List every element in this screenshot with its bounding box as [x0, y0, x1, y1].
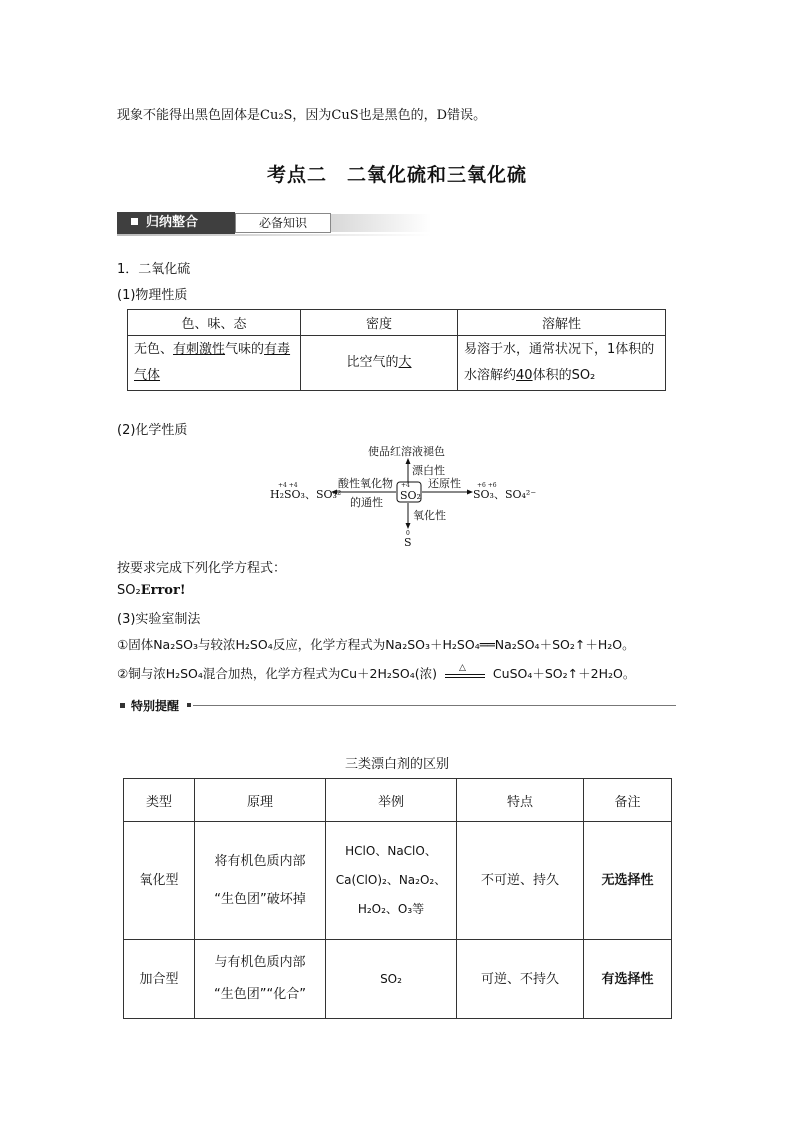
error-line: SO₂Error! [117, 583, 186, 598]
cell-feature: 可逆、不持久 [457, 940, 584, 1019]
heat-condition: △ [445, 673, 485, 678]
diagram-top-label: 使品红溶液褪色 [368, 445, 445, 458]
so2-property-diagram [260, 442, 540, 550]
header-density: 密度 [301, 310, 458, 336]
cell-principle: 将有机色质内部 “生色团”破坏掉 [195, 822, 326, 940]
cell-note: 有选择性 [584, 940, 672, 1019]
left-ox: +4 +4 [278, 482, 298, 489]
heading-so2: 1．二氧化硫 [117, 262, 191, 277]
diagram-bottom-label: 氧化性 [413, 509, 446, 522]
cell-density: 比空气的大 [301, 336, 458, 391]
cell-feature: 不可逆、持久 [457, 822, 584, 940]
cell-example: SO₂ [326, 940, 457, 1019]
physical-properties-table [127, 309, 666, 391]
right-species: SO₃、SO₄²⁻ [473, 488, 537, 501]
band-dark-label: 归纳整合 [117, 212, 235, 234]
table-row [124, 822, 672, 940]
cell-type: 加合型 [124, 940, 195, 1019]
header-solubility: 溶解性 [458, 310, 666, 336]
sub-lab-method: (3)实验室制法 [117, 612, 201, 627]
tip-rule [193, 705, 676, 706]
cell-principle: 与有机色质内部 “生色团”“化合” [195, 940, 326, 1019]
bottom-ox: 0 [406, 530, 410, 537]
section-band [117, 212, 431, 234]
special-tip-bar: 特别提醒 [117, 697, 676, 713]
cell-color: 无色、有刺激性气味的有毒气体 [128, 336, 301, 391]
section-title: 考点二 二氧化硫和三氧化硫 [266, 164, 527, 186]
band-rule [117, 234, 431, 236]
right-ox: +6 +6 [477, 482, 497, 489]
diagram-bleach-label: 漂白性 [412, 464, 445, 477]
method-1: ①固体Na₂SO₃与较浓H₂SO₄反应，化学方程式为Na₂SO₃＋H₂SO₄══Na₂SO₄＋SO₂↑＋H₂O。 [117, 637, 635, 652]
band-light-label: 必备知识 [235, 213, 331, 233]
header-principle: 原理 [195, 779, 326, 822]
sub-chemical: (2)化学性质 [117, 423, 188, 438]
cell-example: HClO、NaClO、 Ca(ClO)₂、Na₂O₂、 H₂O₂、O₃等 [326, 822, 457, 940]
cell-solubility: 易溶于水，通常状况下，1体积的水溶解约40体积的SO₂ [458, 336, 666, 391]
diagram-right-label: 还原性 [428, 477, 461, 490]
table-row [124, 940, 672, 1019]
center-ox: +4 [401, 482, 410, 489]
header-type: 类型 [124, 779, 195, 822]
square-icon [187, 703, 191, 707]
square-icon [120, 703, 125, 708]
diagram-left-label-2: 的通性 [350, 496, 383, 509]
cell-type: 氧化型 [124, 822, 195, 940]
cell-note: 无选择性 [584, 822, 672, 940]
bottom-species: S [404, 536, 412, 549]
method-2: ②铜与浓H₂SO₄混合加热，化学方程式为Cu＋2H₂SO₄(浓) △ CuSO₄＋SO₂↑＋2H₂O。 [117, 663, 636, 681]
header-note: 备注 [584, 779, 672, 822]
bleach-table [123, 778, 672, 1019]
arrow-up-head [406, 458, 411, 464]
diagram-left-label-1: 酸性氧化物 [338, 477, 393, 490]
header-color: 色、味、态 [128, 310, 301, 336]
square-icon [131, 218, 138, 225]
header-feature: 特点 [457, 779, 584, 822]
arrow-down-head [406, 523, 411, 529]
header-example: 举例 [326, 779, 457, 822]
center-so2: SO₂ [400, 489, 421, 502]
instruction: 按要求完成下列化学方程式： [117, 561, 287, 576]
left-species: H₂SO₃、SO₃²⁻ [270, 488, 348, 501]
bleach-caption: 三类漂白剂的区别 [344, 757, 449, 772]
intro-line: 现象不能得出黑色固体是Cu₂S，因为CuS也是黑色的，D错误。 [117, 108, 487, 123]
band-fade [331, 214, 431, 232]
sub-physical: (1)物理性质 [117, 288, 188, 303]
